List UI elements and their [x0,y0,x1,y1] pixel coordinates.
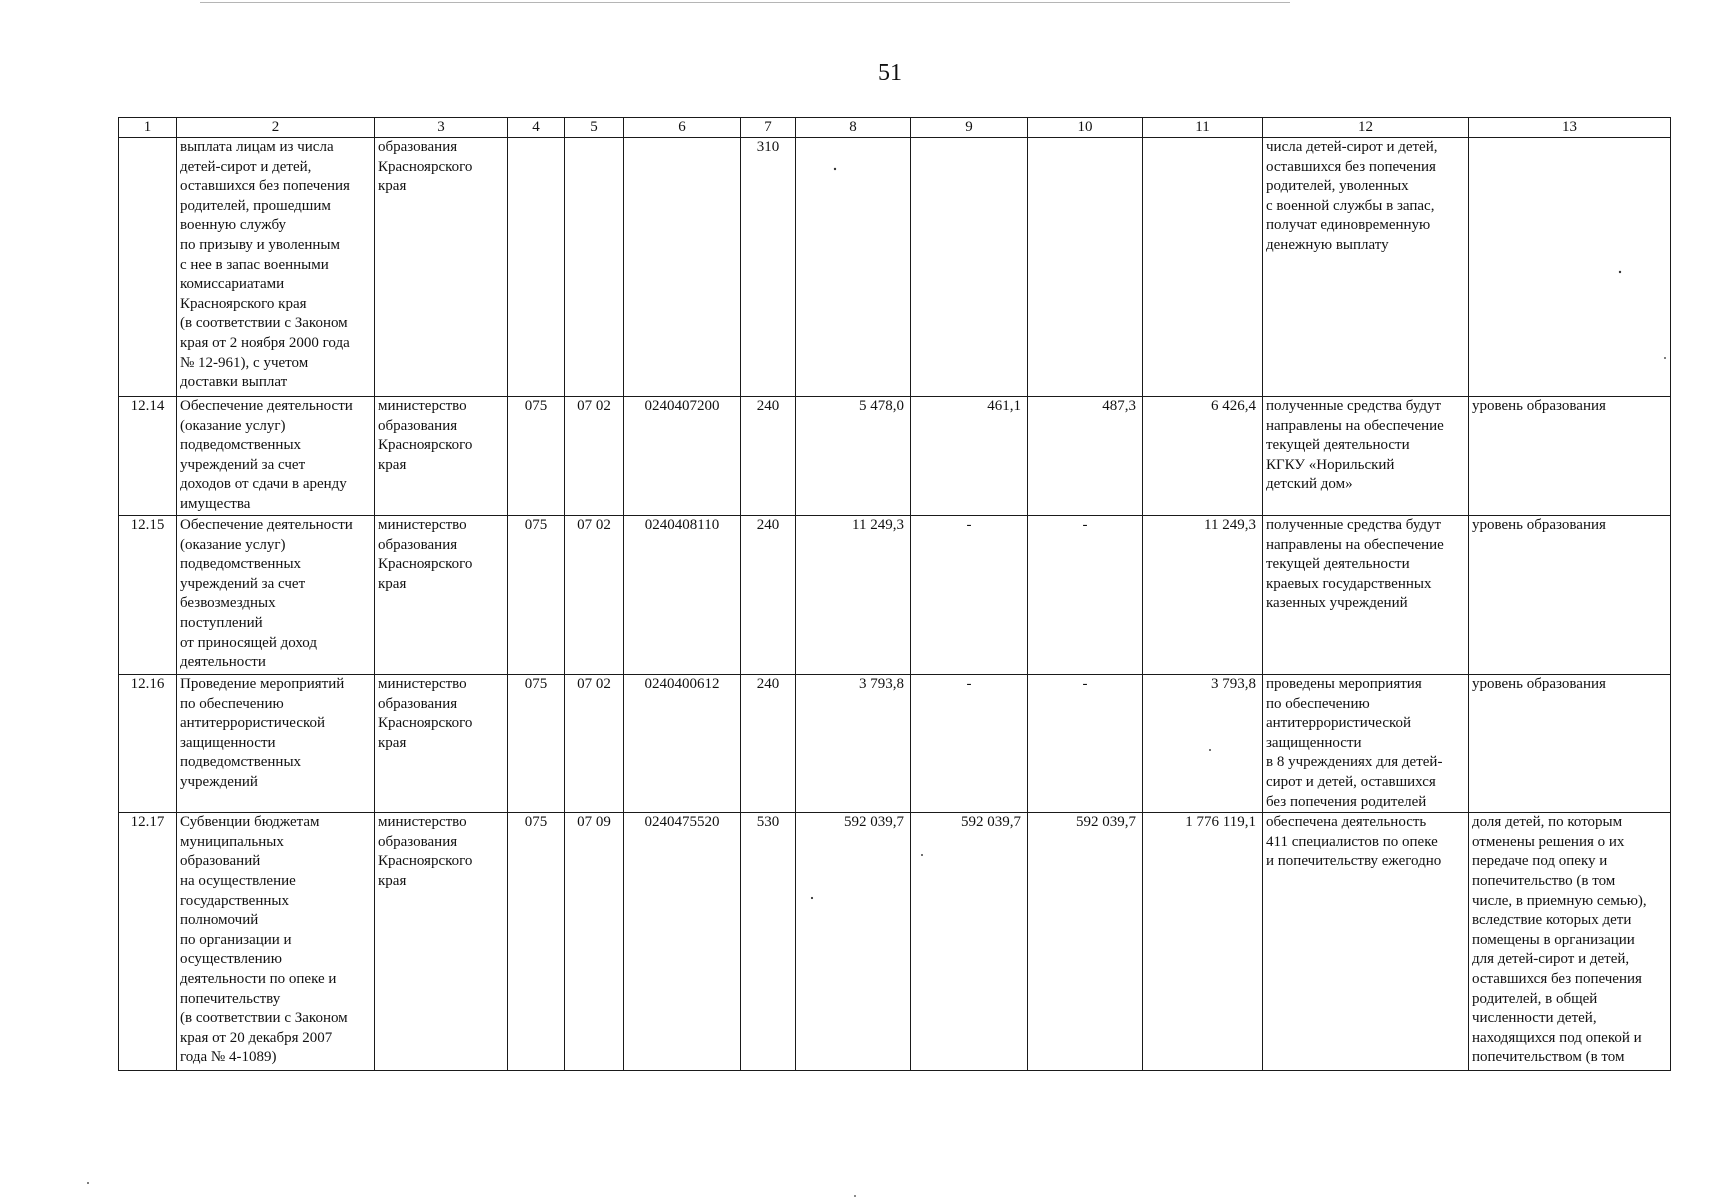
expected-result-cell: обеспечена деятельность 411 специалистов по опеке и попечительству ежегодно [1263,813,1469,1071]
amount-year3-cell: - [1028,516,1143,675]
amount-year1-cell: 3 793,8 [796,675,911,813]
executor-cell: министерство образования Красноярского края [375,516,508,675]
scan-speck [921,854,923,856]
scan-speck [1619,271,1621,273]
executor-cell: образования Красноярского края [375,138,508,397]
section-code-cell: 07 09 [565,813,624,1071]
amount-total-cell: 6 426,4 [1143,397,1263,516]
amount-year2-cell: 592 039,7 [911,813,1028,1071]
amount-total-cell: 3 793,8 [1143,675,1263,813]
amount-year1-cell: 592 039,7 [796,813,911,1071]
expense-type-cell: 240 [741,675,796,813]
header-cell: 1 [119,118,177,138]
measure-name-cell: Субвенции бюджетам муниципальных образований на осуществление государственных полномочий по организации и осуществлению деятельности по опеке и попечительству (в соответствии с Законом края от 20 декабря 2007 года № 4-1089) [177,813,375,1071]
expense-type-cell: 310 [741,138,796,397]
scan-speck [1209,749,1211,751]
amount-year3-cell: 592 039,7 [1028,813,1143,1071]
measure-name-cell: Обеспечение деятельности (оказание услуг) подведомственных учреждений за счет безвозмездных поступлений от приносящей доход деятельности [177,516,375,675]
header-cell: 11 [1143,118,1263,138]
amount-year2-cell: - [911,675,1028,813]
header-cell: 2 [177,118,375,138]
scan-speck [1664,357,1666,359]
section-code-cell: 07 02 [565,516,624,675]
executor-cell: министерство образования Красноярского края [375,397,508,516]
row-number-cell: 12.16 [119,675,177,813]
row-number-cell: 12.17 [119,813,177,1071]
expected-result-cell: числа детей-сирот и детей, оставшихся без попечения родителей, уволенных с военной службы в запас, получат единовременную денежную выплату [1263,138,1469,397]
header-cell: 4 [508,118,565,138]
expense-type-cell: 240 [741,397,796,516]
header-cell: 6 [624,118,741,138]
target-code-cell: 0240400612 [624,675,741,813]
amount-year1-cell: 11 249,3 [796,516,911,675]
scan-speck [87,1182,89,1184]
row-number-cell: 12.14 [119,397,177,516]
header-cell: 9 [911,118,1028,138]
expected-result-cell: полученные средства будут направлены на обеспечение текущей деятельности КГКУ «Норильский детский дом» [1263,397,1469,516]
section-code-cell: 07 02 [565,675,624,813]
amount-total-cell: 1 776 119,1 [1143,813,1263,1071]
indicator-cell: уровень образования [1469,397,1671,516]
header-cell: 3 [375,118,508,138]
scan-speck [834,168,836,170]
amount-total-cell: 11 249,3 [1143,516,1263,675]
executor-cell: министерство образования Красноярского края [375,675,508,813]
scan-speck [854,1195,856,1197]
scan-speck [811,897,813,899]
indicator-cell: уровень образования [1469,675,1671,813]
header-cell: 7 [741,118,796,138]
header-cell: 5 [565,118,624,138]
header-cell: 8 [796,118,911,138]
section-code-cell: 07 02 [565,397,624,516]
measure-name-cell: Обеспечение деятельности (оказание услуг) подведомственных учреждений за счет доходов от сдачи в аренду имущества [177,397,375,516]
grbs-code-cell: 075 [508,675,565,813]
grbs-code-cell: 075 [508,397,565,516]
indicator-cell: уровень образования [1469,516,1671,675]
expense-type-cell: 530 [741,813,796,1071]
row-number-cell: 12.15 [119,516,177,675]
grbs-code-cell: 075 [508,516,565,675]
target-code-cell: 0240407200 [624,397,741,516]
target-code-cell: 0240408110 [624,516,741,675]
expected-result-cell: полученные средства будут направлены на обеспечение текущей деятельности краевых государственных казенных учреждений [1263,516,1469,675]
amount-year3-cell: 487,3 [1028,397,1143,516]
measure-name-cell: Проведение мероприятий по обеспечению антитеррористической защищенности подведомственных учреждений [177,675,375,813]
amount-year1-cell: 5 478,0 [796,397,911,516]
page-number: 51 [878,60,902,86]
expense-type-cell: 240 [741,516,796,675]
header-cell: 12 [1263,118,1469,138]
amount-year3-cell: - [1028,675,1143,813]
grbs-code-cell: 075 [508,813,565,1071]
target-code-cell: 0240475520 [624,813,741,1071]
header-cell: 10 [1028,118,1143,138]
executor-cell: министерство образования Красноярского края [375,813,508,1071]
header-cell: 13 [1469,118,1671,138]
amount-year2-cell: 461,1 [911,397,1028,516]
amount-year2-cell: - [911,516,1028,675]
expected-result-cell: проведены мероприятия по обеспечению антитеррористической защищенности в 8 учреждениях для детей- сирот и детей, оставшихся без попечения родителей [1263,675,1469,813]
measure-name-cell: выплата лицам из числа детей-сирот и детей, оставшихся без попечения родителей, прошедшим военную службу по призыву и уволенным с нее в запас военными комиссариатами Красноярского края (в соответствии с Законом края от 2 ноября 2000 года № 12-961), с учетом доставки выплат [177,138,375,397]
indicator-cell: доля детей, по которым отменены решения о их передаче под опеку и попечительство (в том числе, в приемную семью), вследствие которых дети помещены в организации для детей-сирот и детей, оставшихся без попечения родителей, в общей численности детей, находящихся под опекой и попечительством (в том [1469,813,1671,1071]
